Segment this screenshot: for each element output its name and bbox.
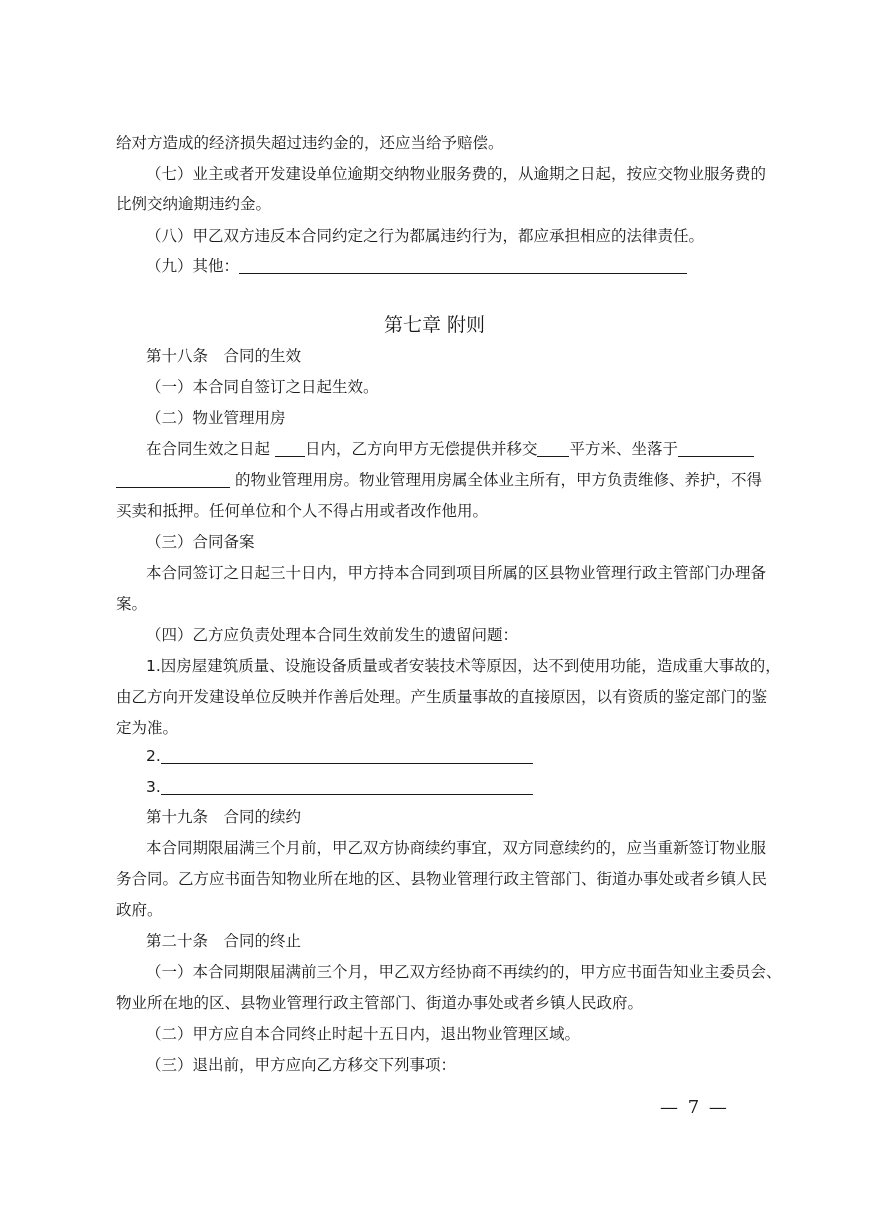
fill-blank [275,442,305,457]
paragraph-line: 1.因房屋建筑质量、设施设备质量或者安装技术等原因，达不到使用功能，造成重大事故的， [146,657,781,675]
paragraph-line: 案。 [116,595,148,613]
text-segment: 平方米、坐落于 [569,440,678,458]
clause-nine [146,256,756,276]
page-number: — 7 — [660,1097,729,1118]
chapter-title: 第七章 附则 [383,314,486,336]
text-segment: 的物业管理用房。物业管理用房属全体业主所有，甲方负责维修、养护，不得 [234,471,762,489]
fill-blank [161,780,533,795]
paragraph-line: 本合同签订之日起三十日内，甲方持本合同到项目所属的区县物业管理行政主管部门办理备 [146,564,767,582]
text-segment: 在合同生效之日起 [146,440,271,458]
list-number: 2. [146,747,161,765]
paragraph-line: 定为准。 [116,719,179,737]
paragraph-line: （三）退出前，甲方应向乙方移交下列事项： [146,1056,457,1074]
paragraph-line [146,439,756,459]
paragraph-line: 政府。 [116,901,163,919]
paragraph-line: 本合同期限届满三个月前，甲乙双方协商续约事宜，双方同意续约的，应当重新签订物业服 [146,839,767,857]
fill-blank [239,259,687,274]
list-item-2 [146,746,756,766]
paragraph-line: 给对方造成的经济损失超过违约金的，还应当给予赔偿。 [116,134,504,152]
paragraph-line: 物业所在地的区、县物业管理行政主管部门、街道办事处或者乡镇人民政府。 [116,994,644,1012]
paragraph-line: （一）本合同期限届满前三个月，甲乙双方经协商不再续约的，甲方应书面告知业主委员会、 [146,963,782,981]
paragraph-line: 由乙方向开发建设单位反映并作善后处理。产生质量事故的直接原因，以有资质的鉴定部门的鉴 [116,688,768,706]
fill-blank [678,442,754,457]
paragraph-line: 买卖和抵押。任何单位和个人不得占用或者改作他用。 [116,502,489,520]
fill-blank [537,442,569,457]
paragraph-line: （二）物业管理用房 [146,409,286,427]
paragraph-line: （四）乙方应负责处理本合同生效前发生的遗留问题： [146,626,519,644]
paragraph-line [116,470,762,490]
fill-blank [116,473,230,488]
article-19-heading: 第十九条 合同的续约 [146,808,302,826]
fill-blank [161,749,533,764]
paragraph-line: （二）甲方应自本合同终止时起十五日内，退出物业管理区域。 [146,1025,581,1043]
list-number: 3. [146,778,161,796]
paragraph-line: （三）合同备案 [146,533,255,551]
list-item-3 [146,777,756,797]
paragraph-line: 务合同。乙方应书面告知物业所在地的区、县物业管理行政主管部门、街道办事处或者乡镇人民 [116,870,768,888]
clause-nine-label: （九）其他： [146,257,240,275]
text-segment: 日内，乙方向甲方无偿提供并移交 [304,440,538,458]
clause-seven: （七）业主或者开发建设单位逾期交纳物业服务费的，从逾期之日起，按应交物业服务费的 [146,165,767,183]
article-18-heading: 第十八条 合同的生效 [146,347,302,365]
paragraph-line: （一）本合同自签订之日起生效。 [146,378,379,396]
article-20-heading: 第二十条 合同的终止 [146,932,302,950]
clause-eight: （八）甲乙双方违反本合同约定之行为都属违约行为，都应承担相应的法律责任。 [146,227,705,245]
paragraph-line: 比例交纳逾期违约金。 [116,195,272,213]
